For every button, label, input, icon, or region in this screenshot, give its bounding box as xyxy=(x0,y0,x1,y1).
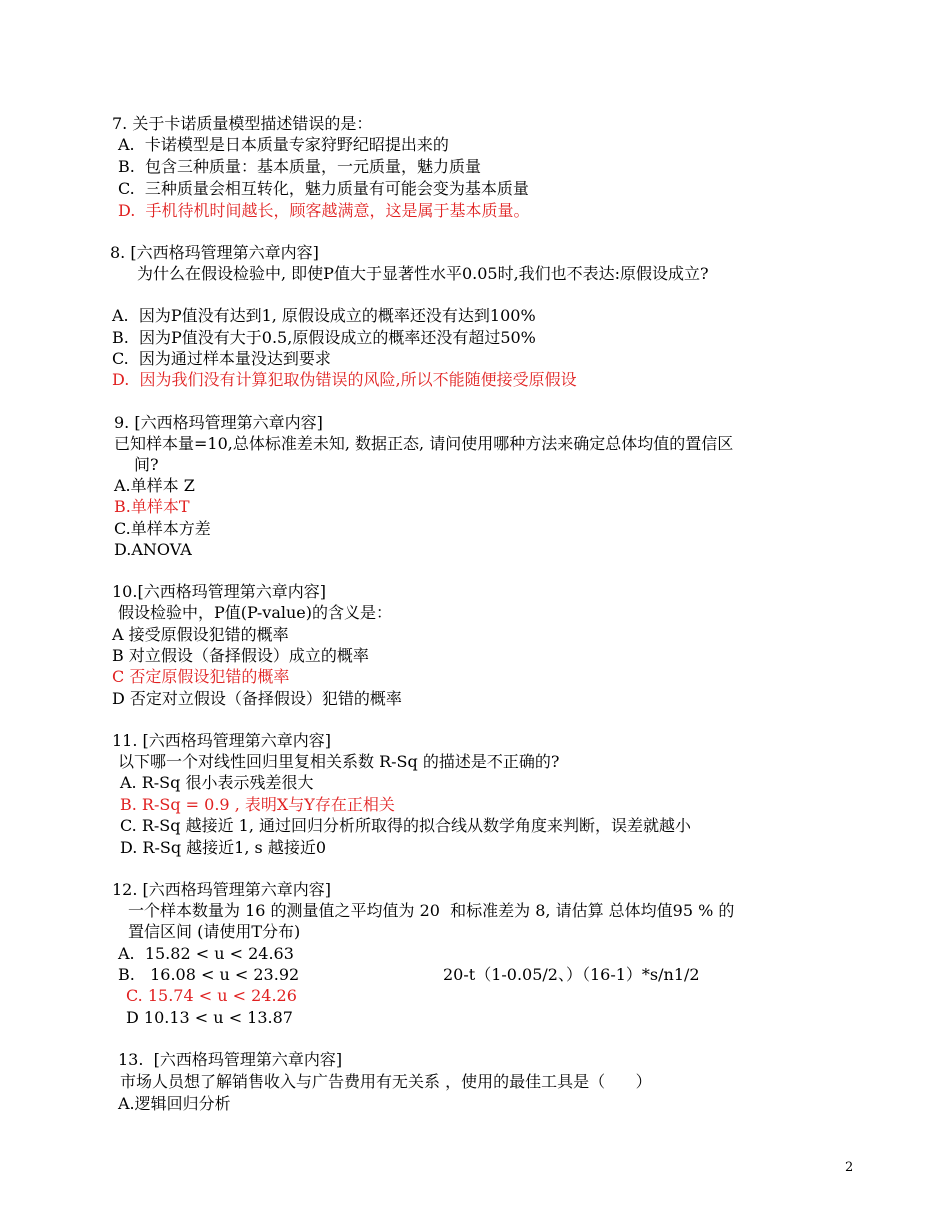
q8-option-c: C. 因为通过样本量没达到要求 xyxy=(112,349,331,368)
q11-stem: 11. [六西格玛管理第六章内容] xyxy=(112,731,332,750)
q7-option-a: A. 卡诺模型是日本质量专家狩野纪昭提出来的 xyxy=(118,135,449,154)
q11-option-b-answer: B. R-Sq = 0.9 , 表明X与Y存在正相关 xyxy=(120,795,395,814)
q13-option-a: A.逻辑回归分析 xyxy=(118,1094,231,1113)
q12-option-b: B. 16.08 < u < 23.92 xyxy=(118,965,300,984)
q12-stem: 12. [六西格玛管理第六章内容] xyxy=(112,880,332,899)
q11-option-c: C. R-Sq 越接近 1, 通过回归分析所取得的拟合线从数学角度来判断，误差就越小 xyxy=(120,816,692,835)
q12-option-a: A. 15.82 < u < 24.63 xyxy=(118,944,294,963)
q9-question-line1: 已知样本量=10,总体标准差未知, 数据正态, 请问使用哪种方法来确定总体均值的置信区 xyxy=(114,434,734,453)
q7-option-d-answer: D. 手机待机时间越长，顾客越满意，这是属于基本质量。 xyxy=(118,201,530,220)
q11-question: 以下哪一个对线性回归里复相关系数 R-Sq 的描述是不正确的? xyxy=(118,752,560,771)
q10-option-d: D 否定对立假设（备择假设）犯错的概率 xyxy=(112,689,402,708)
q13-stem: 13. [六西格玛管理第六章内容] xyxy=(118,1050,343,1069)
q11-option-a: A. R-Sq 很小表示残差很大 xyxy=(120,773,314,792)
q11-option-d: D. R-Sq 越接近1, s 越接近0 xyxy=(120,838,327,857)
q10-option-a: A 接受原假设犯错的概率 xyxy=(112,625,289,644)
q13-question: 市场人员想了解销售收入与广告费用有无关系 ，使用的最佳工具是（ ） xyxy=(120,1072,652,1091)
q12-question-line2: 置信区间 (请使用T分布) xyxy=(128,922,301,941)
q9-option-d: D.ANOVA xyxy=(114,540,192,559)
q9-option-b-answer: B.单样本T xyxy=(114,497,190,516)
q10-option-b: B 对立假设（备择假设）成立的概率 xyxy=(112,646,369,665)
q10-stem: 10.[六西格玛管理第六章内容] xyxy=(112,582,326,601)
q8-stem: 8. [六西格玛管理第六章内容] xyxy=(110,243,319,262)
q8-option-d-answer: D. 因为我们没有计算犯取伪错误的风险,所以不能随便接受原假设 xyxy=(112,370,577,389)
q12-option-c-answer: C. 15.74 < u < 24.26 xyxy=(126,986,297,1005)
q9-option-c: C.单样本方差 xyxy=(114,519,211,538)
q9-option-a: A.单样本 Z xyxy=(114,476,195,495)
q12-option-d: D 10.13 < u < 13.87 xyxy=(126,1008,293,1027)
q7-stem: 7. 关于卡诺质量模型描述错误的是： xyxy=(112,114,373,133)
q10-question: 假设检验中，P值(P-value)的含义是： xyxy=(118,603,393,622)
q9-question-line2: 间? xyxy=(134,455,159,474)
page-number: 2 xyxy=(845,1160,854,1175)
q7-option-b: B. 包含三种质量：基本质量，一元质量，魅力质量 xyxy=(118,157,482,176)
q12-question-line1: 一个样本数量为 16 的测量值之平均值为 20 和标准差为 8, 请估算 总体均值95 % 的 xyxy=(128,901,735,920)
q8-option-b: B. 因为P值没有大于0.5,原假设成立的概率还没有超过50% xyxy=(112,328,536,347)
q7-option-c: C. 三种质量会相互转化，魅力质量有可能会变为基本质量 xyxy=(118,179,529,198)
q9-stem: 9. [六西格玛管理第六章内容] xyxy=(114,413,323,432)
q12-formula-note: 20-t（1-0.05/2、）（16-1）*s/n1/2 xyxy=(443,965,700,984)
q8-question: 为什么在假设检验中, 即使P值大于显著性水平0.05时,我们也不表达:原假设成立? xyxy=(137,264,709,283)
q8-option-a: A. 因为P值没有达到1, 原假设成立的概率还没有达到100% xyxy=(112,306,536,325)
q10-option-c-answer: C 否定原假设犯错的概率 xyxy=(112,667,290,686)
